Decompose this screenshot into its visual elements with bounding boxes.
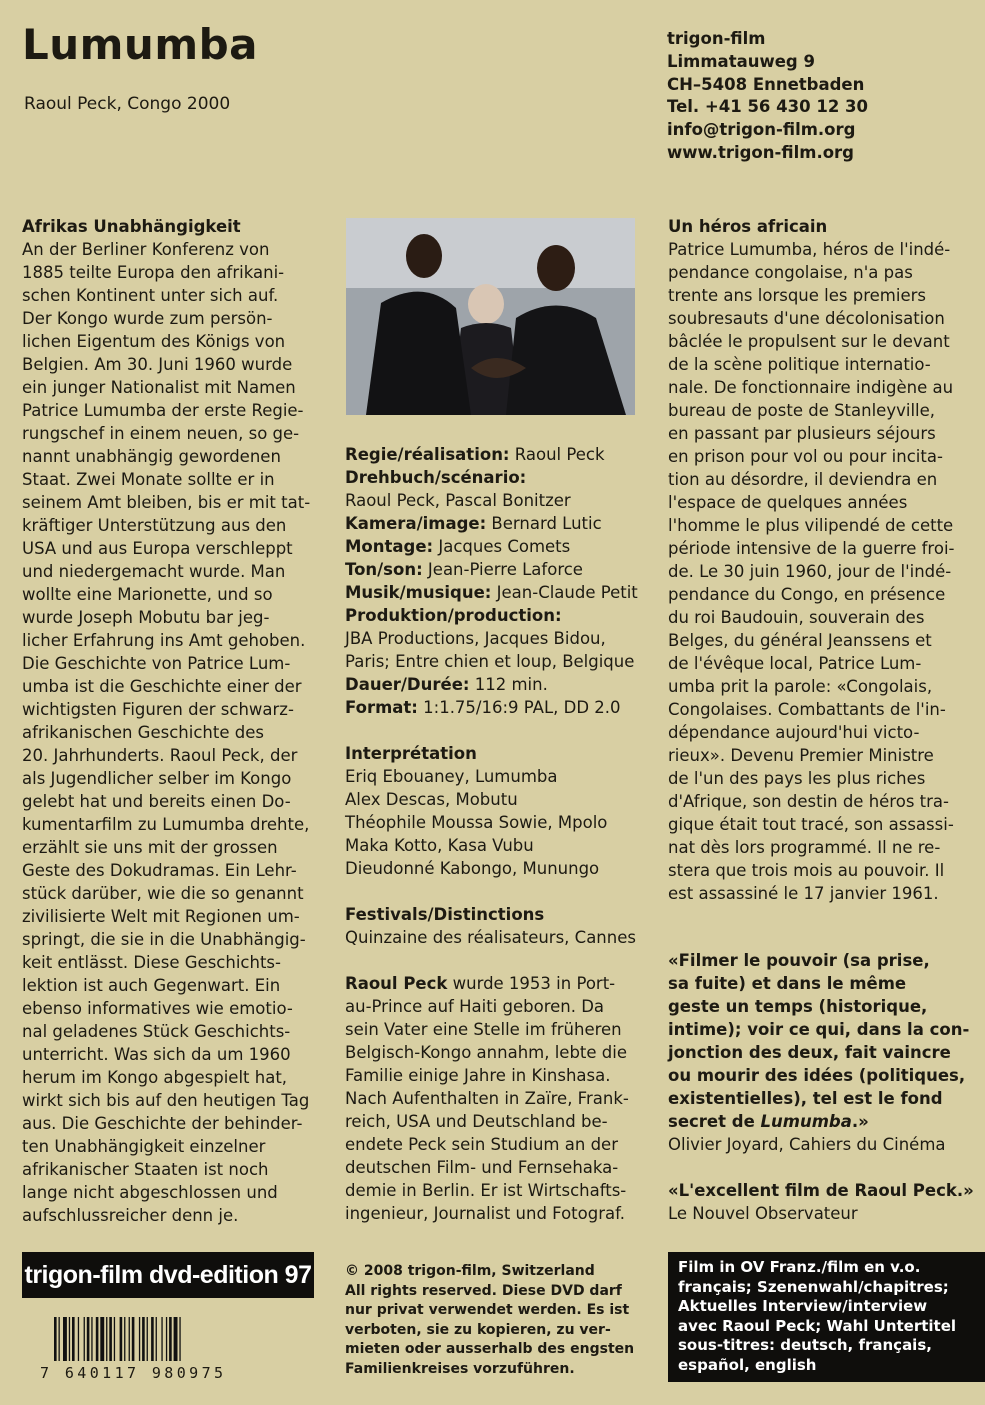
festivals-heading: Festivals/Distinctions [345, 905, 545, 924]
german-text-line: USA und aus Europa verschleppt [22, 539, 293, 558]
quote-line: ou mourir des idées (politiques, [668, 1066, 966, 1085]
quote-line: intime); voir ce qui, dans la con- [668, 1020, 970, 1039]
french-heading: Un héros africain [668, 217, 828, 236]
credit-musik: Musik/musique: Jean-Claude Petit [345, 583, 638, 602]
german-text-line: keit entlässt. Diese Geschichts- [22, 953, 281, 972]
credit-format: Format: 1:1.75/16:9 PAL, DD 2.0 [345, 698, 621, 717]
french-text-line: tion au désordre, il deviendra en [668, 470, 938, 489]
dvd-features-box [668, 1252, 985, 1382]
french-text-line: stera que trois mois au pouvoir. Il [668, 861, 945, 880]
german-heading: Afrikas Unabhängigkeit [22, 217, 241, 236]
german-text-line: kumentarfilm zu Lumumba drehte, [22, 815, 310, 834]
french-body [668, 238, 968, 905]
cast-member: Maka Kotto, Kasa Vubu [345, 836, 534, 855]
address-line: Limmatauweg 9 [667, 51, 815, 71]
french-description [668, 215, 968, 905]
credit-montage: Montage: Jacques Comets [345, 537, 571, 556]
bio-text-line: endete Peck sein Studium an der [345, 1135, 618, 1154]
bio-first-line: Raoul Peck wurde 1953 in Port- [345, 974, 616, 993]
german-text-line: Belgien. Am 30. Juni 1960 wurde [22, 355, 293, 374]
german-description [22, 215, 322, 1227]
german-text-line: zivilisierte Welt mit Regionen um- [22, 907, 300, 926]
german-text-line: ein junger Nationalist mit Namen [22, 378, 296, 397]
german-text-line: Geste des Dokudramas. Ein Lehr- [22, 861, 297, 880]
cast-member: Alex Descas, Mobutu [345, 790, 518, 809]
cast-member: Eriq Ebouaney, Lumumba [345, 767, 558, 786]
german-text-line: schen Kontinent unter sich auf. [22, 286, 279, 305]
credit-drehbuch-value: Raoul Peck, Pascal Bonitzer [345, 491, 571, 510]
french-text-line: rieux». Devenu Premier Ministre [668, 746, 934, 765]
bio-text-line: Belgisch-Kongo annahm, lebte die [345, 1043, 627, 1062]
german-text-line: Der Kongo wurde zum persön- [22, 309, 273, 328]
french-text-line: gique était tout tracé, son assassi- [668, 815, 954, 834]
quote-line: sa fuite) et dans le même [668, 974, 907, 993]
german-text-line: An der Berliner Konferenz von [22, 240, 270, 259]
festivals-line: Quinzaine des réalisateurs, Cannes [345, 928, 636, 947]
address-website: www.trigon-film.org [667, 142, 854, 162]
legal-line: Familienkreises vorzuführen. [345, 1360, 575, 1377]
barcode-bars [36, 1317, 246, 1361]
copyright-notice [345, 1262, 650, 1379]
german-text-line: wichtigsten Figuren der schwarz- [22, 700, 294, 719]
quote-line: jonction des deux, fait vaincre [668, 1043, 951, 1062]
credit-dauer: Dauer/Durée: 112 min. [345, 675, 548, 694]
quote-line: geste un temps (historique, [668, 997, 928, 1016]
german-text-line: licher Erfahrung ins Amt gehoben. [22, 631, 306, 650]
german-text-line: afrikanischer Staaten ist noch [22, 1160, 269, 1179]
german-text-line: 20. Jahrhunderts. Raoul Peck, der [22, 746, 298, 765]
credit-kamera: Kamera/image: Bernard Lutic [345, 514, 602, 533]
german-text-line: lichen Eigentum des Königs von [22, 332, 286, 351]
german-text-line: afrikanischen Geschichte des [22, 723, 264, 742]
french-text-line: de. Le 30 juin 1960, jour de l'indé- [668, 562, 952, 581]
french-text-line: Belges, du général Jeanssens et [668, 631, 932, 650]
cast-heading: Interprétation [345, 744, 477, 763]
credit-produktion-label: Produktion/production: [345, 606, 562, 625]
french-text-line: pendance du Congo, en présence [668, 585, 946, 604]
french-text-line: nat dès lors programmé. Il ne re- [668, 838, 941, 857]
features-body [678, 1258, 985, 1375]
legal-body [345, 1262, 650, 1379]
feature-line: sous-titres: deutsch, français, [678, 1336, 932, 1354]
french-text-line: période intensive de la guerre froi- [668, 539, 955, 558]
credit-drehbuch-label: Drehbuch/scénario: [345, 468, 527, 487]
french-text-line: d'Afrique, son destin de héros tra- [668, 792, 949, 811]
german-text-line: aus. Die Geschichte der behinder- [22, 1114, 303, 1133]
german-text-line: ten Unabhängigkeit einzelner [22, 1137, 266, 1156]
german-text-line: als Jugendlicher selber im Kongo [22, 769, 292, 788]
feature-line: français; Szenenwahl/chapitres; [678, 1277, 949, 1296]
german-text-line: unterricht. Was sich da um 1960 [22, 1045, 291, 1064]
bio-text-line: Familie einige Jahre in Kinshasa. [345, 1066, 611, 1085]
german-text-line: gelebt hat und bereits einen Do- [22, 792, 291, 811]
german-text-line: kräftiger Unterstützung aus den [22, 516, 287, 535]
film-subtitle: Raoul Peck, Congo 2000 [24, 94, 231, 114]
bio-text-line: demie in Berlin. Er ist Wirtschafts- [345, 1181, 627, 1200]
legal-line: © 2008 trigon-film, Switzerland [345, 1263, 595, 1279]
french-text-line: de l'un des pays les plus riches [668, 769, 926, 788]
french-text-line: l'homme le plus vilipendé de cette [668, 516, 954, 535]
french-text-line: dépendance aujourd'hui victo- [668, 723, 920, 742]
german-text-line: nannt unabhängig gewordenen [22, 447, 281, 466]
quote-line: existentielles), tel est le fond [668, 1089, 943, 1108]
legal-line: All rights reserved. Diese DVD darf [345, 1282, 622, 1299]
legal-line: nur privat verwendet werden. Es ist [345, 1302, 630, 1318]
bio-text-line: ingenieur, Journalist und Fotograf. [345, 1204, 625, 1223]
german-text-line: 1885 teilte Europa den afrikani- [22, 263, 285, 282]
german-text-line: ebenso informatives wie emotio- [22, 999, 293, 1018]
french-text-line: pendance congolaise, n'a pas [668, 263, 913, 282]
quote-cahiers-source: Olivier Joyard, Cahiers du Cinéma [668, 1135, 946, 1154]
french-text-line: bâclée le propulsent sur le devant [668, 332, 950, 351]
address-line: trigon-film [667, 29, 766, 48]
bio-text-line: reich, USA und Deutschland be- [345, 1112, 608, 1131]
credits-column [345, 443, 645, 1225]
quote-observateur: «L'excellent film de Raoul Peck.» [668, 1181, 974, 1200]
german-text-line: lektion ist auch Gegenwart. Ein [22, 976, 281, 995]
german-text-line: Die Geschichte von Patrice Lum- [22, 654, 291, 673]
german-text-line: wurde Joseph Mobutu bar jeg- [22, 608, 270, 627]
german-text-line: wirkt sich bis auf den heutigen Tag [22, 1091, 310, 1110]
french-text-line: Patrice Lumumba, héros de l'indé- [668, 240, 951, 259]
film-still-photo [346, 218, 635, 415]
german-text-line: herum im Kongo abgespielt hat, [22, 1068, 288, 1087]
french-text-line: umba prit la parole: «Congolais, [668, 677, 933, 696]
german-text-line: stück darüber, wie die so genannt [22, 884, 304, 903]
cast-member: Théophile Moussa Sowie, Mpolo [345, 813, 608, 832]
french-text-line: de l'évêque local, Patrice Lum- [668, 654, 922, 673]
distributor-address [667, 28, 868, 165]
french-text-line: en passant par plusieurs séjours [668, 424, 936, 443]
quote-cahiers-last-line: secret de Lumumba.» [668, 1112, 869, 1131]
quote-line: «Filmer le pouvoir (sa prise, [668, 951, 930, 970]
french-text-line: de la scène politique internatio- [668, 355, 931, 374]
bio-text-line: au-Prince auf Haiti geboren. Da [345, 997, 605, 1016]
french-text-line: l'espace de quelques années [668, 493, 908, 512]
address-line: CH–5408 Ennetbaden [667, 74, 865, 94]
german-text-line: Patrice Lumumba der erste Regie- [22, 401, 304, 420]
film-still-illustration [346, 218, 635, 415]
feature-line: avec Raoul Peck; Wahl Untertitel [678, 1316, 957, 1335]
barcode-number: 7 640117 980975 [40, 1364, 227, 1382]
credit-ton: Ton/son: Jean-Pierre Laforce [345, 560, 583, 579]
french-text-line: soubresauts d'une décolonisation [668, 309, 945, 328]
german-text-line: erzählt sie uns mit der grossen [22, 838, 278, 857]
address-email: info@trigon-film.org [667, 120, 856, 140]
credit-produktion-line: JBA Productions, Jacques Bidou, [345, 629, 606, 648]
german-text-line: und niedergemacht wurde. Man [22, 562, 286, 581]
german-text-line: springt, die sie in die Unabhängig- [22, 930, 306, 949]
bio-text-line: Nach Aufenthalten in Zaïre, Frank- [345, 1089, 629, 1108]
director-bio-body [345, 995, 645, 1225]
feature-line: Film in OV Franz./film en v.o. [678, 1258, 921, 1276]
feature-line: español, english [678, 1355, 817, 1374]
credit-produktion-line: Paris; Entre chien et loup, Belgique [345, 652, 635, 671]
german-body [22, 238, 322, 1227]
feature-line: Aktuelles Interview/interview [678, 1297, 928, 1315]
french-text-line: en prison pour vol ou pour incita- [668, 447, 943, 466]
german-text-line: seinem Amt bleiben, bis er mit tat- [22, 493, 311, 512]
credit-regie: Regie/réalisation: Raoul Peck [345, 445, 605, 464]
french-text-line: du roi Baudouin, souverain des [668, 608, 925, 627]
cast-member: Dieudonné Kabongo, Munungo [345, 859, 600, 878]
french-text-line: bureau de poste de Stanleyville, [668, 401, 936, 420]
legal-line: verboten, sie zu kopieren, zu ver- [345, 1321, 611, 1338]
french-text-line: est assassiné le 17 janvier 1961. [668, 884, 939, 903]
legal-line: mieten oder ausserhalb des engsten [345, 1341, 635, 1357]
press-quotes [668, 949, 974, 1225]
german-text-line: aufschlussreicher denn je. [22, 1206, 239, 1225]
quote-cahiers [668, 949, 968, 1110]
german-text-line: nal geladenes Stück Geschichts- [22, 1022, 291, 1041]
film-title: Lumumba [22, 20, 258, 69]
french-text-line: Congolaises. Combattants de l'in- [668, 700, 946, 719]
german-text-line: Staat. Zwei Monate sollte er in [22, 470, 275, 489]
edition-badge: trigon-film dvd-edition 97 [22, 1252, 314, 1298]
quote-observateur-source: Le Nouvel Observateur [668, 1204, 858, 1223]
address-line: Tel. +41 56 430 12 30 [667, 97, 869, 117]
bio-text-line: sein Vater eine Stelle im früheren [345, 1020, 622, 1039]
german-text-line: rungschef in einem neuen, so ge- [22, 424, 300, 443]
german-text-line: lange nicht abgeschlossen und [22, 1183, 278, 1202]
bio-text-line: deutschen Film- und Fernsehaka- [345, 1158, 619, 1177]
french-text-line: trente ans lorsque les premiers [668, 286, 926, 305]
german-text-line: umba ist die Geschichte einer der [22, 677, 302, 696]
german-text-line: wollte eine Marionette, und so [22, 585, 273, 604]
french-text-line: nale. De fonctionnaire indigène au [668, 378, 954, 397]
